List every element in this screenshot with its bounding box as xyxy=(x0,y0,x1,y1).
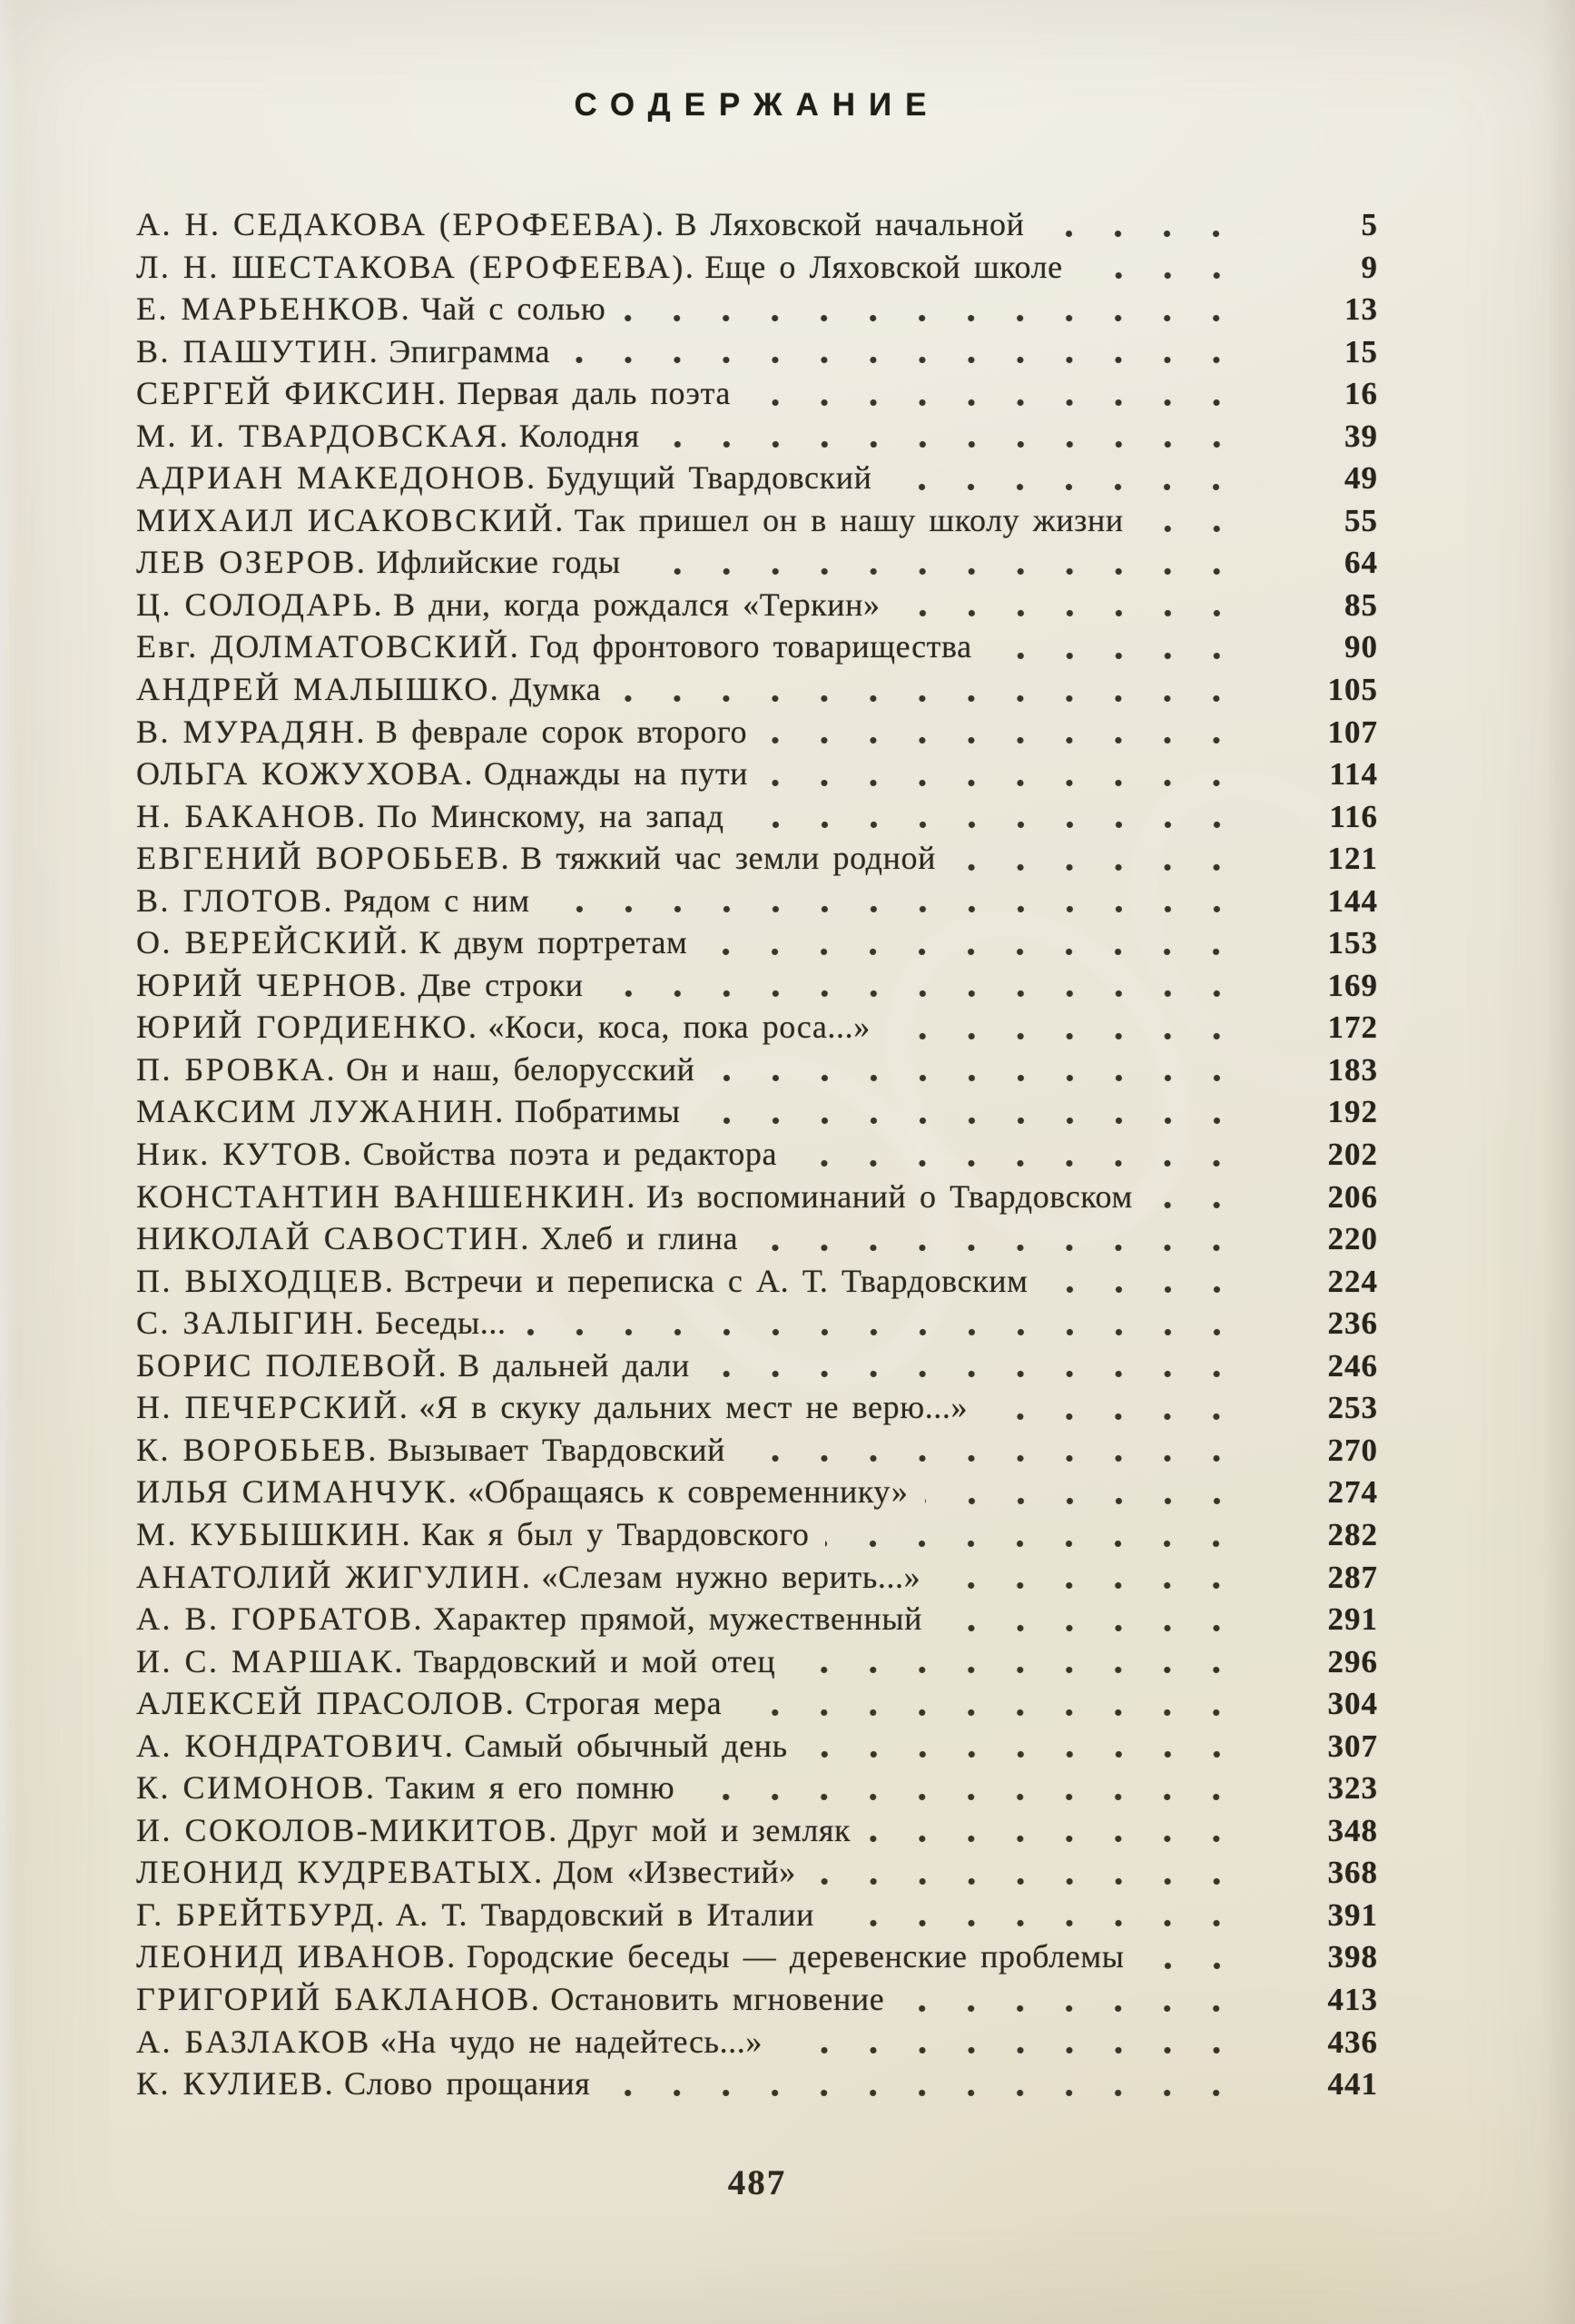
entry-work: Самый обычный день xyxy=(464,1727,788,1764)
dot-leader xyxy=(804,1750,1262,1758)
dot-leader xyxy=(812,1877,1262,1886)
entry-page-number: 270 xyxy=(1327,1432,1378,1468)
entry-text xyxy=(136,668,601,711)
entry-page-number: 55 xyxy=(1344,502,1378,538)
dot-leader xyxy=(546,905,1262,913)
toc-entry xyxy=(136,1429,1378,1472)
entry-text xyxy=(136,1217,738,1260)
toc-entry xyxy=(136,1935,1378,1978)
entry-author: АНАТОЛИЙ ЖИГУЛИН. xyxy=(136,1558,533,1595)
entry-page-number: 39 xyxy=(1344,418,1378,454)
toc-entry xyxy=(136,1344,1378,1387)
entry-author: Е. МАРЬЕНКОВ. xyxy=(136,290,412,328)
toc-entry xyxy=(136,1640,1378,1683)
entry-text xyxy=(136,457,871,499)
toc-entry xyxy=(136,1386,1378,1429)
entry-text xyxy=(136,753,748,795)
entry-text xyxy=(136,1894,814,1936)
entry-author: КОНСТАНТИН ВАНШЕНКИН. xyxy=(136,1177,637,1215)
dot-leader xyxy=(887,1032,1262,1040)
entry-text xyxy=(136,330,550,373)
toc-entry xyxy=(136,2063,1378,2105)
entry-work: Дом «Известий» xyxy=(553,1854,796,1891)
dot-leader xyxy=(989,652,1262,660)
dot-leader xyxy=(697,1117,1262,1125)
entry-text xyxy=(136,541,621,584)
toc-entry xyxy=(136,584,1378,626)
toc-entry xyxy=(136,1176,1378,1218)
toc-entry xyxy=(136,1851,1378,1894)
entry-author: АНДРЕЙ МАЛЫШКО. xyxy=(136,671,501,708)
toc-entry xyxy=(136,1598,1378,1640)
entry-page-number: 307 xyxy=(1327,1728,1378,1764)
entry-work: Вызывает Твардовский xyxy=(387,1431,725,1468)
entry-work: Однажды на пути xyxy=(484,755,749,793)
toc-entry xyxy=(136,1978,1378,2021)
entry-work: Хлеб и глина xyxy=(539,1220,739,1257)
entry-page-number: 192 xyxy=(1327,1094,1378,1130)
toc-entry xyxy=(136,753,1378,795)
dot-leader xyxy=(897,609,1262,617)
entry-text xyxy=(136,1598,922,1640)
entry-work: В тяжкий час земли родной xyxy=(520,840,936,877)
toc-entry xyxy=(136,711,1378,753)
dot-leader xyxy=(1140,525,1262,533)
toc-entry xyxy=(136,1049,1378,1091)
entry-text xyxy=(136,1978,884,2021)
entry-work: Будущий Твардовский xyxy=(546,459,872,497)
dot-leader xyxy=(1040,230,1262,238)
entry-text xyxy=(136,2063,590,2105)
entry-author: Г. БРЕЙТБУРД. xyxy=(136,1896,387,1933)
entry-text xyxy=(136,1344,690,1387)
entry-page-number: 114 xyxy=(1329,756,1378,793)
toc-entry xyxy=(136,1302,1378,1344)
entry-work: В феврале сорок второго xyxy=(376,713,748,750)
toc-entry xyxy=(136,415,1378,458)
dot-leader xyxy=(1149,1201,1262,1209)
entry-text xyxy=(136,1049,695,1091)
entry-text xyxy=(136,584,881,626)
entry-text xyxy=(136,1851,796,1894)
entry-page-number: 413 xyxy=(1327,1981,1378,2017)
dot-leader xyxy=(901,2004,1262,2013)
toc-entry xyxy=(136,668,1378,711)
dot-leader xyxy=(606,2089,1262,2097)
toc-entry xyxy=(136,2021,1378,2063)
dot-leader xyxy=(1079,271,1262,280)
entry-author: ЛЕОНИД ИВАНОВ. xyxy=(136,1938,458,1975)
entry-author: М. И. ТВАРДОВСКАЯ. xyxy=(136,417,510,454)
entry-author: П. БРОВКА. xyxy=(136,1050,338,1088)
entry-page-number: 49 xyxy=(1344,460,1378,497)
entry-page-number: 85 xyxy=(1344,586,1378,623)
entry-page-number: 296 xyxy=(1327,1643,1378,1679)
dot-leader xyxy=(600,990,1262,998)
entry-work: Как я был у Твардовского xyxy=(421,1515,810,1552)
entry-work: Чай с солью xyxy=(420,290,606,328)
entry-work: Так пришел он в нашу школу жизни xyxy=(574,501,1124,538)
entry-page-number: 202 xyxy=(1327,1137,1378,1173)
entry-author: БОРИС ПОЛЕВОЙ. xyxy=(136,1346,449,1384)
dot-leader xyxy=(793,1159,1262,1167)
entry-text xyxy=(136,203,1024,246)
entry-text xyxy=(136,1471,909,1513)
entry-page-number: 183 xyxy=(1327,1051,1378,1088)
entry-work: «Коси, коса, пока роса...» xyxy=(487,1009,871,1046)
entry-text xyxy=(136,288,605,330)
entry-work: Твардовский и мой отец xyxy=(413,1642,776,1679)
entry-work: В Ляховской начальной xyxy=(674,206,1025,242)
entry-work: Ифлийские годы xyxy=(376,544,621,581)
dot-leader xyxy=(831,1919,1262,1927)
entry-text xyxy=(136,795,724,838)
entry-author: ЛЕВ ОЗЕРОВ. xyxy=(136,544,368,581)
dot-leader xyxy=(691,1793,1262,1801)
dot-leader xyxy=(706,1370,1262,1378)
entry-page-number: 323 xyxy=(1327,1770,1378,1807)
dot-leader xyxy=(1141,1962,1262,1970)
dot-leader xyxy=(763,736,1262,744)
entry-work: «Я в скуку дальних мест не верю...» xyxy=(418,1389,969,1426)
entry-page-number: 441 xyxy=(1327,2066,1378,2102)
entry-author: А. КОНДРАТОВИЧ. xyxy=(136,1727,456,1764)
entry-page-number: 224 xyxy=(1327,1263,1378,1299)
entry-work: Еще о Ляховской школе xyxy=(704,248,1063,285)
entry-page-number: 348 xyxy=(1327,1812,1378,1848)
dot-leader xyxy=(622,314,1262,322)
entry-text xyxy=(136,1556,920,1599)
dot-leader xyxy=(867,1835,1262,1843)
entry-author: П. ВЫХОДЦЕВ. xyxy=(136,1262,396,1299)
toc-entry xyxy=(136,921,1378,964)
entry-author: ОЛЬГА КОЖУХОВА. xyxy=(136,755,476,793)
entry-work: В дальней дали xyxy=(458,1346,690,1384)
entry-text xyxy=(136,1640,775,1683)
entry-work: Слово прощания xyxy=(344,2065,591,2102)
entry-work: Беседы... xyxy=(375,1305,507,1342)
dot-leader xyxy=(779,2046,1262,2054)
toc-entry xyxy=(136,1767,1378,1809)
entry-page-number: 253 xyxy=(1327,1390,1378,1426)
entry-author: Л. Н. ШЕСТАКОВА (ЕРОФЕЕВА). xyxy=(136,248,696,285)
entry-text xyxy=(136,1006,871,1049)
entry-author: М. КУБЫШКИН. xyxy=(136,1515,413,1552)
entry-author: Н. БАКАНОВ. xyxy=(136,797,368,834)
entry-author: А. БАЗЛАКОВ xyxy=(136,2023,371,2060)
entry-page-number: 287 xyxy=(1327,1559,1378,1595)
dot-leader xyxy=(656,440,1262,448)
toc-entry xyxy=(136,795,1378,838)
dot-leader xyxy=(617,694,1262,703)
dot-leader xyxy=(704,948,1262,956)
entry-text xyxy=(136,1260,1029,1303)
toc-entry xyxy=(136,1133,1378,1176)
entry-text xyxy=(136,921,687,964)
entry-page-number: 391 xyxy=(1327,1896,1378,1933)
footer-page-number: 487 xyxy=(727,2163,787,2202)
toc-entry xyxy=(136,1725,1378,1768)
toc-entry xyxy=(136,625,1378,668)
dot-leader xyxy=(952,863,1262,872)
entry-author: О. ВЕРЕЙСКИЙ. xyxy=(136,924,410,961)
entry-work: Эпиграмма xyxy=(389,332,551,369)
entry-work: Он и наш, белорусский xyxy=(346,1050,695,1088)
entry-work: Первая даль поэта xyxy=(457,375,731,412)
entry-work: А. Т. Твардовский в Италии xyxy=(395,1896,814,1933)
dot-leader xyxy=(937,1581,1262,1590)
entry-work: Свойства поэта и редактора xyxy=(362,1136,778,1173)
entry-text xyxy=(136,1513,809,1556)
entry-work: Строгая мера xyxy=(525,1685,723,1722)
entry-text xyxy=(136,246,1063,289)
entry-page-number: 105 xyxy=(1327,672,1378,708)
entry-author: С. ЗАЛЫГИН. xyxy=(136,1305,367,1342)
entry-text xyxy=(136,415,640,458)
entry-text xyxy=(136,2021,763,2063)
entry-page-number: 436 xyxy=(1327,2024,1378,2060)
toc-entry xyxy=(136,541,1378,584)
entry-text xyxy=(136,1176,1133,1218)
entry-author: Евг. ДОЛМАТОВСКИЙ. xyxy=(136,628,521,665)
entry-page-number: 291 xyxy=(1327,1601,1378,1638)
toc-entry xyxy=(136,1090,1378,1133)
toc-entry xyxy=(136,1556,1378,1599)
dot-leader xyxy=(1045,1285,1263,1294)
entry-page-number: 90 xyxy=(1344,629,1378,665)
dot-leader xyxy=(742,1454,1262,1462)
entry-text xyxy=(136,1809,851,1852)
dot-leader xyxy=(939,1624,1262,1632)
toc-entry xyxy=(136,246,1378,289)
entry-text xyxy=(136,964,584,1007)
toc-entry xyxy=(136,1260,1378,1303)
entry-page-number: 116 xyxy=(1329,798,1378,834)
entry-page-number: 282 xyxy=(1327,1516,1378,1552)
entry-page-number: 220 xyxy=(1327,1221,1378,1257)
table-of-contents xyxy=(136,203,1378,2105)
entry-page-number: 368 xyxy=(1327,1855,1378,1891)
entry-page-number: 153 xyxy=(1327,925,1378,961)
toc-entry xyxy=(136,288,1378,330)
entry-text xyxy=(136,1090,681,1133)
entry-work: К двум портретам xyxy=(418,924,688,961)
dot-leader xyxy=(741,821,1262,829)
entry-work: Таким я его помню xyxy=(385,1769,675,1807)
entry-page-number: 15 xyxy=(1344,333,1378,369)
entry-text xyxy=(136,499,1124,542)
entry-text xyxy=(136,625,972,668)
entry-text xyxy=(136,1767,674,1809)
entry-author: К. КУЛИЕВ. xyxy=(136,2065,336,2102)
dot-leader xyxy=(747,399,1262,407)
entry-text xyxy=(136,372,731,415)
entry-author: Н. ПЕЧЕРСКИЙ. xyxy=(136,1389,410,1426)
dot-leader xyxy=(712,1074,1262,1082)
entry-page-number: 64 xyxy=(1344,545,1378,581)
entry-author: ЮРИЙ ЧЕРНОВ. xyxy=(136,966,409,1003)
toc-entry xyxy=(136,372,1378,415)
entry-author: ЕВГЕНИЙ ВОРОБЬЕВ. xyxy=(136,840,512,877)
entry-author: И. СОКОЛОВ-МИКИТОВ. xyxy=(136,1811,559,1848)
entry-text xyxy=(136,1133,777,1176)
entry-work: Год фронтового товарищества xyxy=(529,628,972,665)
entry-work: «Обращаясь к современнику» xyxy=(468,1473,909,1511)
entry-page-number: 246 xyxy=(1327,1347,1378,1384)
dot-leader xyxy=(825,1540,1262,1548)
entry-work: Друг мой и земляк xyxy=(567,1811,851,1848)
entry-author: А. В. ГОРБАТОВ. xyxy=(136,1600,425,1638)
toc-entry xyxy=(136,1809,1378,1852)
entry-author: ГРИГОРИЙ БАКЛАНОВ. xyxy=(136,1980,542,2017)
entry-work: Рядом с ним xyxy=(343,881,530,919)
entry-page-number: 107 xyxy=(1327,714,1378,750)
entry-page-number: 16 xyxy=(1344,376,1378,412)
entry-author: ЮРИЙ ГОРДИЕНКО. xyxy=(136,1009,479,1046)
toc-entry xyxy=(136,457,1378,499)
toc-entry xyxy=(136,1513,1378,1556)
dot-leader xyxy=(754,1244,1262,1252)
entry-work: Встречи и переписка с А. Т. Твардовским xyxy=(404,1262,1029,1299)
entry-text xyxy=(136,711,747,753)
entry-work: Характер прямой, мужественный xyxy=(433,1600,923,1638)
entry-author: В. МУРАДЯН. xyxy=(136,713,367,750)
entry-author: А. Н. СЕДАКОВА (ЕРОФЕЕВА). xyxy=(136,206,666,242)
entry-author: ЛЕОНИД КУДРЕВАТЫХ. xyxy=(136,1854,545,1891)
entry-text xyxy=(136,880,530,922)
entry-work: По Минскому, на запад xyxy=(376,797,724,834)
entry-page-number: 13 xyxy=(1344,291,1378,328)
entry-text xyxy=(136,1386,968,1429)
entry-work: «Слезам нужно верить...» xyxy=(541,1558,921,1595)
entry-work: Остановить мгновение xyxy=(550,1980,885,2017)
toc-entry xyxy=(136,1894,1378,1936)
dot-leader xyxy=(984,1413,1262,1421)
entry-page-number: 236 xyxy=(1327,1305,1378,1342)
entry-work: «На чудо не надейтесь...» xyxy=(379,2023,763,2060)
entry-page-number: 206 xyxy=(1327,1178,1378,1215)
entry-work: Городские беседы — деревенские проблемы xyxy=(466,1938,1125,1975)
entry-author: ИЛЬЯ СИМАНЧУК. xyxy=(136,1473,459,1511)
entry-work: Две строки xyxy=(418,966,584,1003)
dot-leader xyxy=(925,1497,1262,1505)
entry-author: Ц. СОЛОДАРЬ. xyxy=(136,586,385,623)
toc-entry xyxy=(136,330,1378,373)
entry-work: Колодня xyxy=(518,417,640,454)
entry-work: Из воспоминаний о Твардовском xyxy=(645,1177,1133,1215)
entry-author: НИКОЛАЙ САВОСТИН. xyxy=(136,1220,531,1257)
entry-page-number: 169 xyxy=(1327,967,1378,1003)
entry-text xyxy=(136,837,936,880)
entry-page-number: 172 xyxy=(1327,1009,1378,1046)
entry-text xyxy=(136,1682,722,1725)
entry-text xyxy=(136,1935,1125,1978)
entry-text xyxy=(136,1302,507,1344)
dot-leader xyxy=(566,356,1262,364)
entry-text xyxy=(136,1725,788,1768)
entry-page-number: 144 xyxy=(1327,882,1378,919)
toc-entry xyxy=(136,837,1378,880)
entry-page-number: 398 xyxy=(1327,1939,1378,1975)
entry-page-number: 121 xyxy=(1327,841,1378,877)
entry-page-number: 9 xyxy=(1361,249,1378,285)
dot-leader xyxy=(888,483,1262,491)
entry-work: Побратимы xyxy=(514,1093,681,1130)
page-title: СОДЕРЖАНИЕ xyxy=(574,87,940,123)
entry-author: АЛЕКСЕЙ ПРАСОЛОВ. xyxy=(136,1685,517,1722)
entry-text xyxy=(136,1429,725,1472)
entry-page-number: 304 xyxy=(1327,1686,1378,1722)
toc-entry xyxy=(136,203,1378,246)
entry-author: АДРИАН МАКЕДОНОВ. xyxy=(136,459,537,497)
toc-entry xyxy=(136,1682,1378,1725)
entry-author: СЕРГЕЙ ФИКСИН. xyxy=(136,375,448,412)
dot-leader xyxy=(792,1666,1262,1674)
toc-entry xyxy=(136,1471,1378,1513)
entry-author: МАКСИМ ЛУЖАНИН. xyxy=(136,1093,506,1130)
dot-leader xyxy=(523,1328,1262,1336)
entry-author: К. СИМОНОВ. xyxy=(136,1769,377,1807)
toc-entry xyxy=(136,1217,1378,1260)
entry-author: И. С. МАРШАК. xyxy=(136,1642,405,1679)
dot-leader xyxy=(764,779,1262,787)
entry-author: В. ГЛОТОВ. xyxy=(136,881,335,919)
entry-author: МИХАИЛ ИСАКОВСКИЙ. xyxy=(136,501,566,538)
entry-page-number: 5 xyxy=(1361,207,1378,242)
entry-author: Ник. КУТОВ. xyxy=(136,1136,354,1173)
entry-work: В дни, когда рождался «Теркин» xyxy=(393,586,881,623)
entry-work: Думка xyxy=(509,671,602,708)
toc-entry xyxy=(136,1006,1378,1049)
toc-entry xyxy=(136,880,1378,922)
entry-author: В. ПАШУТИН. xyxy=(136,332,380,369)
dot-leader xyxy=(738,1709,1262,1717)
entry-author: К. ВОРОБЬЕВ. xyxy=(136,1431,379,1468)
toc-entry xyxy=(136,499,1378,542)
toc-entry xyxy=(136,964,1378,1007)
entry-page-number: 274 xyxy=(1327,1474,1378,1511)
dot-leader xyxy=(637,567,1262,576)
